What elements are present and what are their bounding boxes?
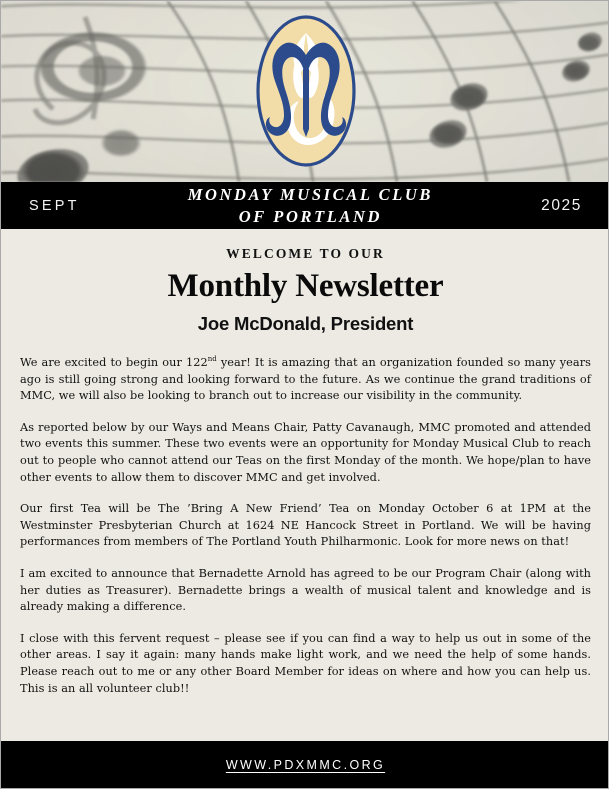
hero-banner-image bbox=[1, 1, 609, 182]
paragraph-1 bbox=[20, 355, 591, 405]
author-byline: Joe McDonald, President bbox=[197, 313, 414, 334]
monday-musical-club-logo bbox=[254, 11, 358, 171]
masthead-banner bbox=[1, 182, 609, 229]
website-url-link[interactable]: WWW.PDXMMC.ORG bbox=[225, 757, 386, 772]
paragraph-1-text-after: year! It is amazing that an organization founded so many years ago is still going strong and looking forward to the future. As we continue the grand traditions of MMC, we will also be looking to branch out to increase our visibility in the community. bbox=[20, 356, 591, 403]
newsletter-body bbox=[20, 355, 591, 697]
paragraph-3: Our first Tea will be The ’Bring A New Friend’ Tea on Monday October 6 at 1PM at the Westminster Presbyterian Church at 1624 NE Hancock Street in Portland. We will be having performances from members of The Portland Youth Philharmonic. Look for more news on that! bbox=[20, 502, 591, 549]
paragraph-5: I close with this fervent request – please see if you can find a way to help us out in some of the other areas. I say it again: many hands make light work, and we need the help of some hands. Please reach out to me or any other Board Member for ideas on where and how you can help us. This is an all volunteer club!! bbox=[20, 631, 591, 695]
page-title: Monthly Newsletter bbox=[167, 268, 444, 304]
banner-month: SEPT bbox=[29, 197, 80, 214]
welcome-eyebrow: WELCOME TO OUR bbox=[226, 246, 385, 261]
paragraph-4: I am excited to announce that Bernadette Arnold has agreed to be our Program Chair (along with her duties as Treasurer). Bernadette brings a wealth of musical talent and knowledge and is already making a difference. bbox=[20, 566, 591, 614]
banner-year: 2025 bbox=[541, 196, 582, 214]
footer-bar bbox=[1, 741, 609, 788]
banner-title bbox=[80, 184, 541, 226]
paragraph-1-text-before: We are excited to begin our 122 bbox=[20, 356, 208, 369]
banner-title-line-2: OF PORTLAND bbox=[238, 206, 383, 226]
banner-title-line-1: MONDAY MUSICAL CLUB bbox=[187, 185, 434, 205]
paragraph-2: As reported below by our Ways and Means Chair, Patty Cavanaugh, MMC promoted and attended two events this summer. These two events were an opportunity for Monday Musical Club to reach out to people who cannot attend our Teas on the first Monday of the month. We hope/plan to have other events to allow them to discover MMC and get involved. bbox=[20, 420, 591, 484]
ordinal-suffix: nd bbox=[207, 355, 217, 364]
title-block bbox=[1, 229, 609, 335]
